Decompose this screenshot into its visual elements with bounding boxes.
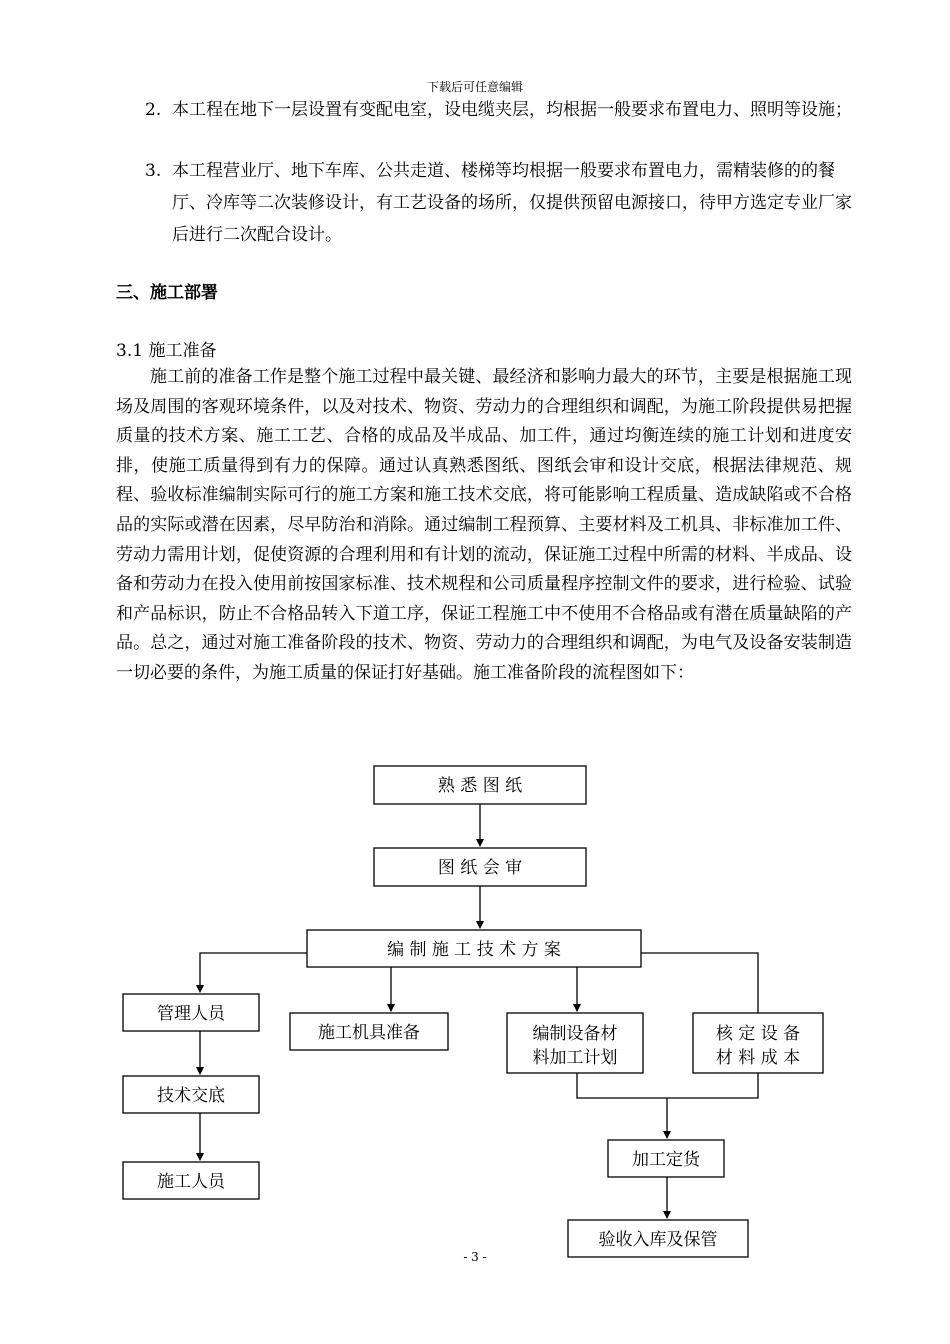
list-text: 本工程在地下一层设置有变配电室，设电缆夹层，均根据一般要求布置电力、照明等设施； xyxy=(172,100,852,120)
line-to-cost-check xyxy=(641,953,758,1013)
list-number: 3. xyxy=(145,161,162,181)
flowchart xyxy=(110,760,840,1260)
body-paragraph: 施工前的准备工作是整个施工过程中最关键、最经济和影响力最大的环节，主要是根据施工现场及周围的客观环境条件，以及对技术、物资、劳动力的合理组织和调配，为施工阶段提供易把握质量的技术方案、施工工艺、合格的成品及半成品、加工件，通过均衡连续的施工计划和进度安排，使施工质量得到有力的保障。通过认真熟悉图纸、图纸会审和设计交底，根据法律规范、规程、验收标准编制实际可行的施工方案和施工技术交底，将可能影响工程质量、造成缺陷或不合格品的实际或潜在因素，尽早防治和消除。通过编制工程预算、主要材料及工机具、非标准加工件、劳动力需用计划，促使资源的合理利用和有计划的流动，保证施工过程中所需的材料、半成品、设备和劳动力在投入使用前按国家标准、技术规程和公司质量程序控制文件的要求，进行检验、试验和产品标识，防止不合格品转入下道工序，保证工程施工中不使用不合格品或有潜在质量缺陷的产品。总之，通过对施工准备阶段的技术、物资、劳动力的合理组织和调配，为电气及设备安装制造一切必要的条件，为施工质量的保证打好基础。施工准备阶段的流程图如下： xyxy=(116,367,852,683)
label-briefing: 技术交底 xyxy=(157,1086,225,1106)
label-storage: 验收入库及保管 xyxy=(598,1230,718,1250)
label-review: 图 纸 会 审 xyxy=(437,858,523,878)
page-header-note: 下载后可任意编辑 xyxy=(426,80,523,94)
label-familiarize: 熟 悉 图 纸 xyxy=(437,776,523,796)
arrow-to-managers xyxy=(200,953,307,992)
label-machinery: 施工机具准备 xyxy=(318,1023,420,1043)
merge-line xyxy=(577,1073,758,1098)
label-material-plan-1: 编制设备材 xyxy=(532,1024,618,1044)
list-item-3 xyxy=(145,155,855,251)
label-cost-check-1: 核 定 设 备 xyxy=(715,1024,801,1044)
label-plan: 编 制 施 工 技 术 方 案 xyxy=(387,940,561,960)
list-item-2 xyxy=(145,94,855,126)
page-number: - 3 - xyxy=(463,1250,487,1264)
label-workers: 施工人员 xyxy=(157,1172,225,1192)
list-number: 2. xyxy=(145,100,162,120)
subsection-heading: 3.1 施工准备 xyxy=(116,341,217,361)
label-managers: 管理人员 xyxy=(157,1004,225,1024)
label-material-plan-2: 料加工计划 xyxy=(532,1048,618,1068)
list-text: 本工程营业厅、地下车库、公共走道、楼梯等均根据一般要求布置电力，需精装修的的餐厅、冷库等二次装修设计，有工艺设备的场所，仅提供预留电源接口，待甲方选定专业厂家后进行二次配合设计。 xyxy=(172,161,852,245)
label-ordering: 加工定货 xyxy=(632,1150,700,1170)
section-heading: 三、施工部署 xyxy=(116,283,218,303)
label-cost-check-2: 材 料 成 本 xyxy=(715,1048,801,1068)
